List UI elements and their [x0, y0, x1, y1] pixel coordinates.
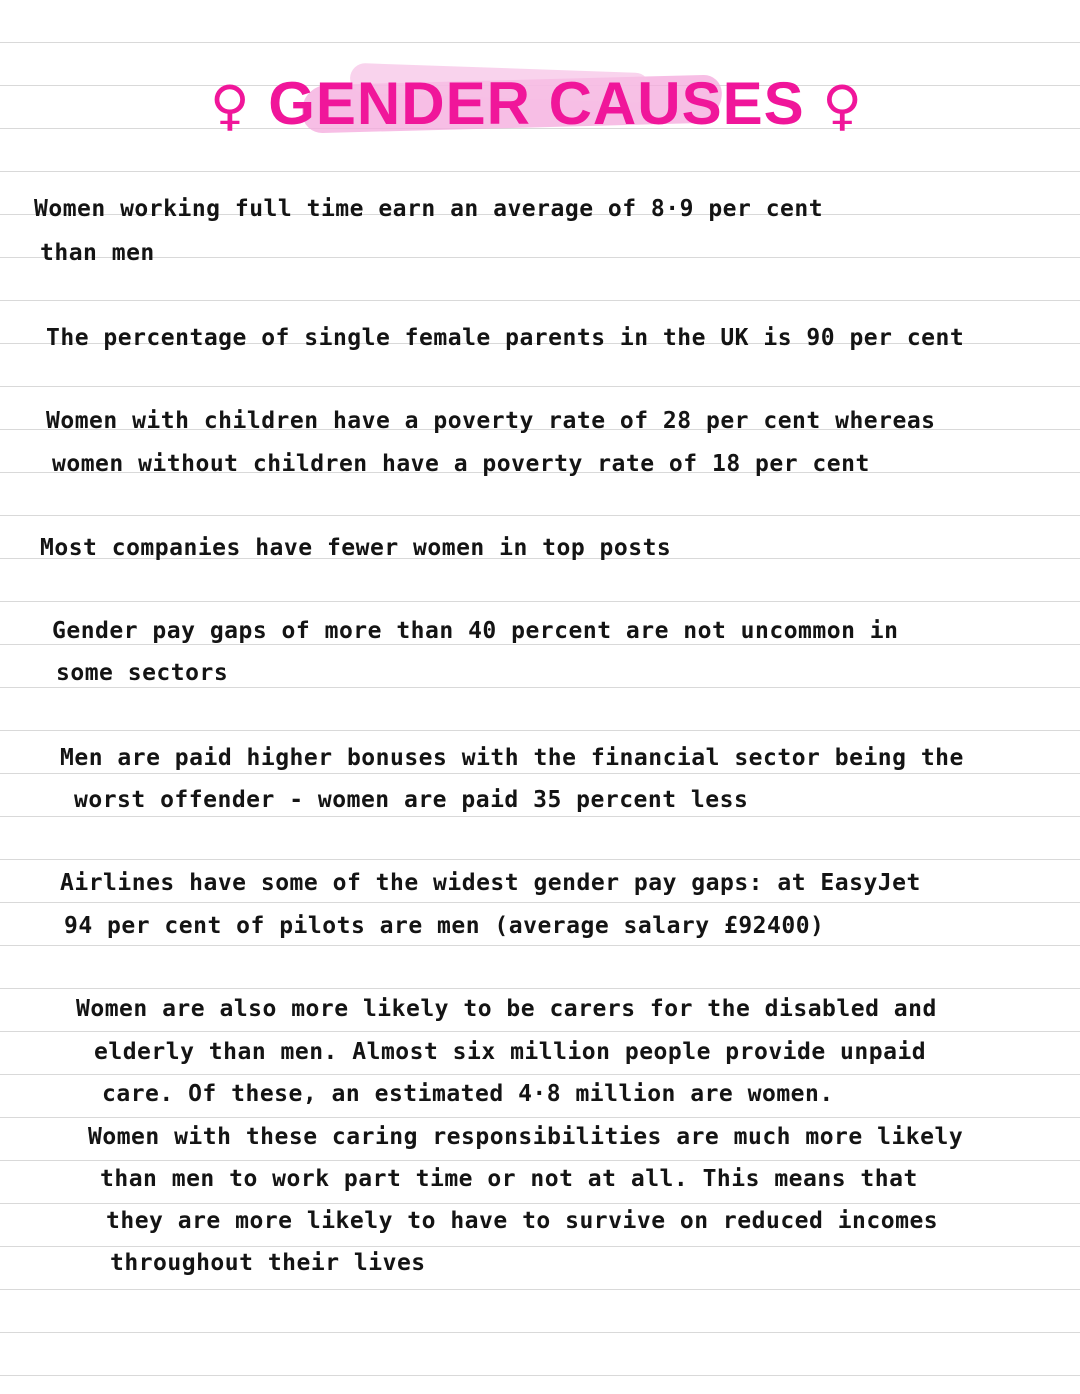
note-line: The percentage of single female parents in the UK is 90 per cent [46, 325, 965, 351]
note-line: throughout their lives [110, 1250, 426, 1276]
note-line: Most companies have fewer women in top posts [40, 535, 672, 561]
note-line: than men to work part time or not at all. This means that [100, 1166, 918, 1192]
note-single-parents [46, 325, 965, 365]
note-airlines [60, 870, 980, 950]
female-symbol-icon-right: ♀ [822, 74, 863, 137]
note-line: 94 per cent of pilots are men (average salary £92400) [64, 913, 825, 939]
note-carers [76, 996, 1016, 1296]
note-line: care. Of these, an estimated 4·8 million are women. [102, 1081, 834, 1107]
page-title-text: GENDER CAUSES [268, 70, 805, 137]
note-line: Airlines have some of the widest gender pay gaps: at EasyJet [60, 870, 921, 896]
note-pay-average [34, 196, 934, 276]
title-block [210, 62, 863, 152]
note-line: Women with these caring responsibilities are much more likely [88, 1124, 964, 1150]
note-line: elderly than men. Almost six million people provide unpaid [94, 1039, 927, 1065]
note-line: Women with children have a poverty rate of 28 per cent whereas [46, 408, 936, 434]
note-line: they are more likely to have to survive on reduced incomes [106, 1208, 939, 1234]
note-line: Women working full time earn an average of 8·9 per cent [34, 196, 824, 222]
note-line: Men are paid higher bonuses with the financial sector being the [60, 745, 964, 771]
page-title [210, 68, 863, 142]
note-poverty-rate [46, 408, 946, 488]
note-pay-gaps [52, 618, 972, 698]
note-top-posts [40, 535, 940, 575]
note-line: worst offender - women are paid 35 percent less [74, 787, 749, 813]
note-line: than men [40, 240, 155, 266]
note-line: Gender pay gaps of more than 40 percent are not uncommon in [52, 618, 899, 644]
note-bonuses [60, 745, 980, 825]
note-line: Women are also more likely to be carers for the disabled and [76, 996, 937, 1022]
note-line: some sectors [56, 660, 229, 686]
note-line: women without children have a poverty rate of 18 per cent [52, 451, 870, 477]
female-symbol-icon-left: ♀ [210, 74, 251, 137]
